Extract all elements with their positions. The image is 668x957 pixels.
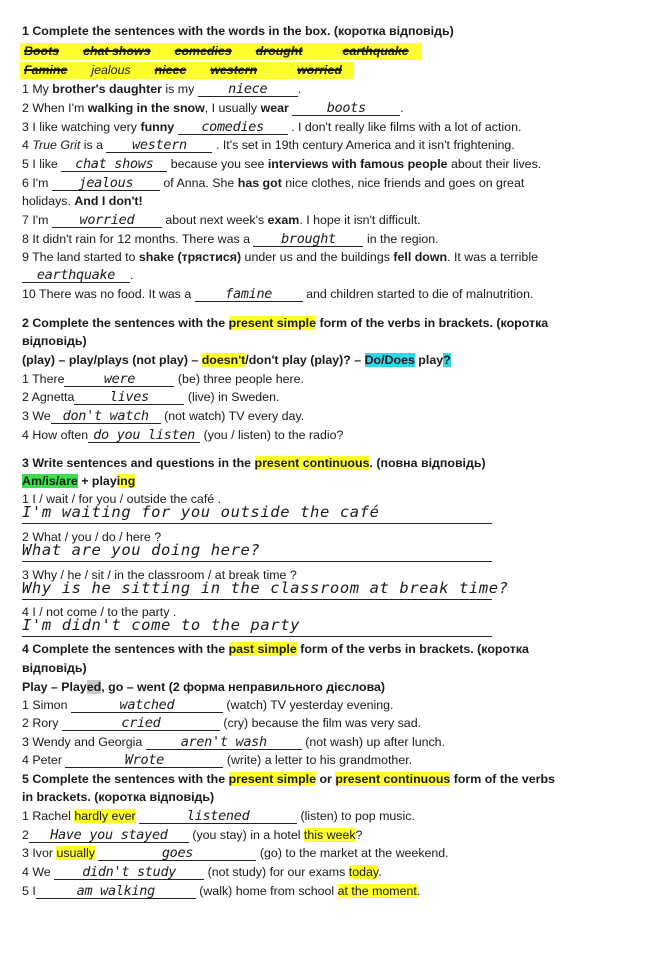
word-box-row-1 [20,43,421,60]
ex1-sentence-6: 6 I'm jealous of Anna. She has got nice clothes, nice friends and goes on great [22,175,525,191]
ex1-heading: 1 Complete the sentences with the words in the box. (коротка відповідь) [22,24,454,38]
answer-field[interactable]: watched [71,698,223,713]
answer-field[interactable]: worried [52,213,162,228]
ex3-answer-1[interactable]: I'm waiting for you outside the café [22,503,380,521]
answer-field[interactable]: boots [292,101,400,116]
ex1-sentence-7: 7 I'm worried about next week's exam. I hope it isn't difficult. [22,212,421,228]
ex3-prompt-2: 2 What / you / do / here ? [22,530,162,544]
ex2-sentence-1: 1 There were (be) three people here. [22,371,304,387]
box-word: Famine [24,63,68,77]
box-word: worried [297,63,342,77]
answer-field[interactable]: chat shows [61,157,167,172]
answer-field[interactable]: Wrote [65,753,223,768]
ex1-sentence-10: 10 There was no food. It was a famine and children started to die of malnutrition. [22,286,534,302]
box-word: western [210,63,258,77]
ex1-sentence-5: 5 I like chat shows because you see interviews with famous people about their lives. [22,156,542,172]
word-box-row-2 [20,62,354,79]
ex3-answer-4[interactable]: I'm didn't come to the party [22,616,301,634]
ex1-sentence-6-cont: holidays. And I don't! [22,194,143,208]
box-word: comedies [174,44,232,58]
ex3-heading: 3 Write sentences and questions in the present continuous. (повна відповідь) [22,456,486,470]
ex3-answer-3[interactable]: Why is he sitting in the classroom at break time? [22,579,509,597]
ex1-sentence-3: 3 I like watching very funny comedies . I don't really like films with a lot of action. [22,119,522,135]
answer-line [22,599,492,600]
ex1-sentence-1: 1 My brother's daughter is my niece . [22,81,302,97]
ex5-sentence-4: 4 We didn't study (not study) for our exams today. [22,864,382,880]
answer-field[interactable]: don't watch [51,409,161,424]
ex4-heading: 4 Complete the sentences with the past simple form of the verbs in brackets. (коротка [22,642,529,656]
ex3-prompt-4: 4 I / not come / to the party . [22,605,177,619]
ex2-sentence-3: 3 We don't watch (not watch) TV every day. [22,408,305,424]
answer-field[interactable]: famine [195,287,303,302]
ex1-sentence-4: 4 True Grit is a western . It's set in 19th century America and it isn't frightening. [22,137,515,153]
ex4-sentence-1: 1 Simon watched (watch) TV yesterday evening. [22,697,394,713]
answer-line [22,523,492,524]
ex5-heading: 5 Complete the sentences with the present simple or present continuous form of the verbs [22,772,555,786]
answer-field[interactable]: aren't wash [146,735,302,750]
answer-field[interactable]: were [64,372,174,387]
ex5-sentence-1: 1 Rachel hardly ever listened (listen) to pop music. [22,808,415,824]
ex2-heading: 2 Complete the sentences with the present simple form of the verbs in brackets. (коротка [22,316,549,330]
answer-field[interactable]: goes [98,846,256,861]
ex3-answer-2[interactable]: What are you doing here? [22,541,261,559]
answer-line [22,561,492,562]
answer-field[interactable]: am walking [36,884,196,899]
ex4-rule: Play – Played, go – went (2 форма неправильного дієслова) [22,680,386,694]
ex4-heading-cont: відповідь) [22,661,87,675]
ex3-prompt-3: 3 Why / he / sit / in the classroom / at break time ? [22,568,297,582]
ex2-rule: (play) – play/plays (not play) – doesn't/don't play (play)? – Do/Does play? [22,353,451,367]
ex1-sentence-9: 9 The land started to shake (трястися) under us and the buildings fell down. It was a terrible [22,250,538,264]
answer-field[interactable]: jealous [52,176,160,191]
ex4-sentence-4: 4 Peter Wrote (write) a letter to his grandmother. [22,752,413,768]
ex5-sentence-5: 5 I am walking (walk) home from school at the moment. [22,883,421,899]
ex3-prompt-1: 1 I / wait / for you / outside the café . [22,492,222,506]
answer-field[interactable]: brought [253,232,363,247]
ex2-sentence-2: 2 Agnetta lives (live) in Sweden. [22,389,280,405]
ex5-heading-cont: in brackets. (коротка відповідь) [22,790,215,804]
ex5-sentence-2: 2 Have you stayed (you stay) in a hotel this week? [22,827,363,843]
answer-field[interactable]: listened [139,809,297,824]
ex2-heading-cont: відповідь) [22,334,87,348]
ex5-sentence-3: 3 Ivor usually goes (go) to the market at the weekend. [22,845,449,861]
answer-field[interactable]: earthquake [22,268,130,283]
box-word: earthquake [342,44,409,58]
ex4-sentence-2: 2 Rory cried (cry) because the film was very sad. [22,715,422,731]
answer-field[interactable]: do you listen [88,428,200,443]
ex1-sentence-2: 2 When I'm walking in the snow, I usually wear boots . [22,100,404,116]
ex3-rule: Am/is/are + playing [22,474,136,488]
ex2-sentence-4: 4 How often do you listen (you / listen) to the radio? [22,427,344,443]
answer-field[interactable]: comedies [178,120,288,135]
ex4-sentence-3: 3 Wendy and Georgia aren't wash (not wash) up after lunch. [22,734,446,750]
answer-field[interactable]: niece [198,82,298,97]
box-word: niece [154,63,187,77]
box-word: Boots [24,44,60,58]
answer-line [22,636,492,637]
ex1-sentence-8: 8 It didn't rain for 12 months. There was a brought in the region. [22,231,439,247]
box-word: chat shows [83,44,151,58]
ex1-sentence-9-cont: earthquake . [22,268,133,283]
answer-field[interactable]: Have you stayed [29,828,189,843]
answer-field[interactable]: western [106,138,212,153]
box-word: drought [255,44,303,58]
answer-field[interactable]: cried [62,716,220,731]
answer-field[interactable]: didn't study [54,865,204,880]
box-word: jealous [91,63,131,77]
answer-field[interactable]: lives [74,390,184,405]
